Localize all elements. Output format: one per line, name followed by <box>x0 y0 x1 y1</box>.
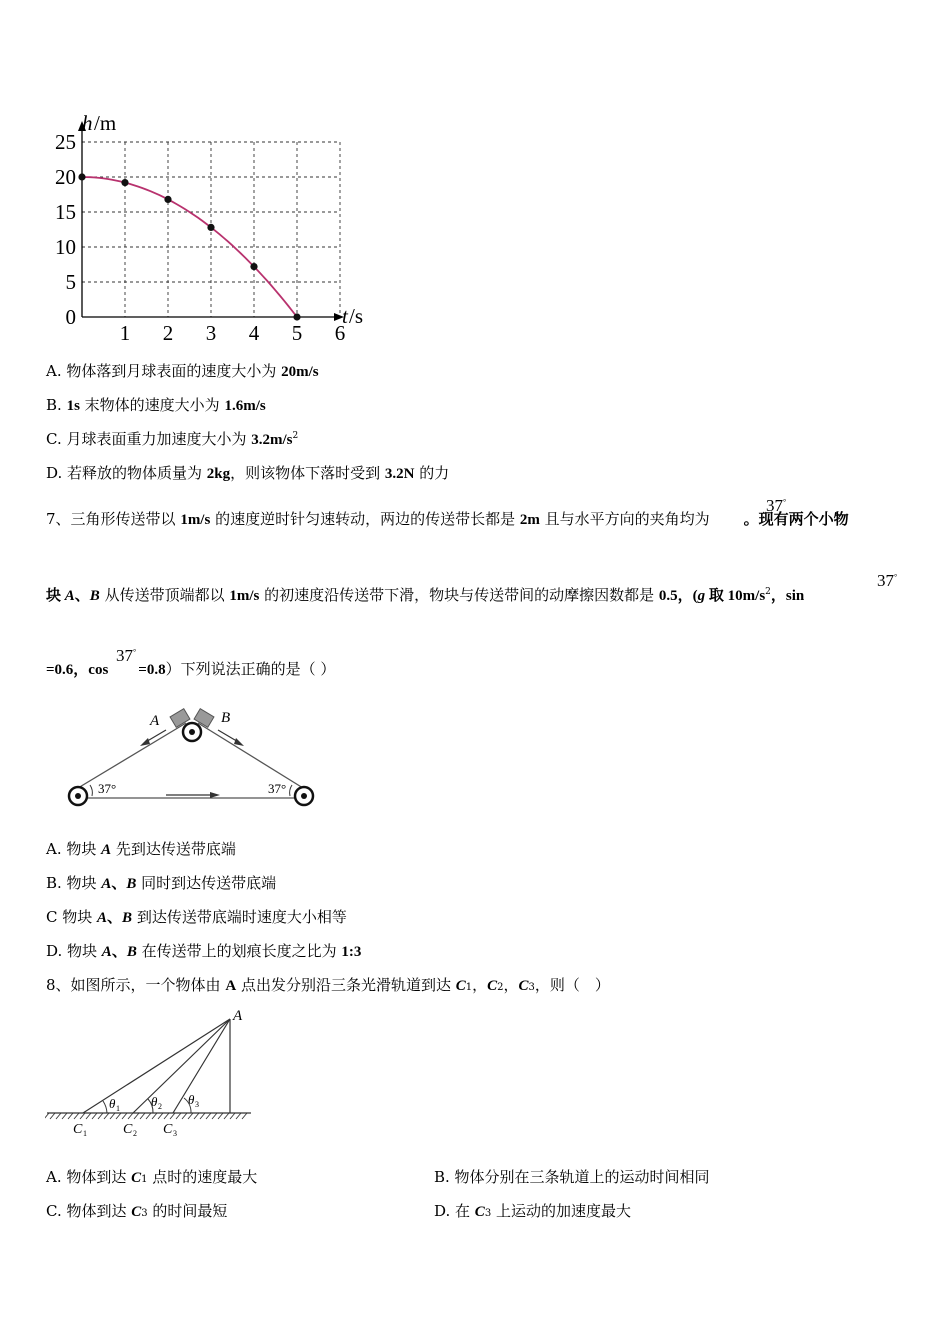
q7-speed: 1m/s <box>180 512 211 528</box>
q7-option-b <box>46 872 276 893</box>
y-tick-label: 15 <box>55 200 76 224</box>
svg-text:3: 3 <box>195 1100 199 1109</box>
q8-option-a-c: C <box>131 1170 142 1186</box>
q8-option-c-c: C <box>131 1204 142 1220</box>
hatch-mark <box>104 1113 109 1119</box>
q7-option-b-block-a: A <box>101 876 112 892</box>
q8-option-d <box>434 1200 631 1221</box>
hatch-mark <box>230 1113 235 1119</box>
point-a-label: A <box>233 1008 243 1024</box>
q7-option-b-sep: 、 <box>111 876 127 892</box>
q7-option-d-ratio: 1:3 <box>341 944 362 960</box>
q8-option-a <box>46 1166 257 1187</box>
hatch-mark <box>56 1113 61 1119</box>
q8-option-d-text: D. 在 <box>434 1202 475 1220</box>
svg-text:C: C <box>123 1122 133 1137</box>
y-tick-labels <box>55 130 76 329</box>
hatch-mark <box>80 1113 85 1119</box>
q6-option-d-text3: 的力 <box>414 464 450 482</box>
q7-stem-line1 <box>46 508 849 529</box>
q7-option-d-sep: 、 <box>111 944 127 960</box>
q6-option-b-text: 末物体的速度大小为 <box>79 396 225 414</box>
theta-2-label <box>151 1094 162 1111</box>
q7-text: ）下列说法正确的是（ ） <box>165 660 336 678</box>
x-axis-label-t: t <box>342 304 348 328</box>
q8-comma: ， <box>503 976 519 994</box>
q8-sub: 3 <box>528 982 535 993</box>
q7-block-b: B <box>89 588 100 604</box>
hatch-mark <box>218 1113 223 1119</box>
q8-option-b-text: B. 物体分别在三条轨道上的运动时间相同 <box>434 1168 710 1186</box>
q6-option-c-value: 3.2m/s <box>251 432 293 448</box>
q7-sup: 2 <box>765 587 771 597</box>
q7-option-c-block-a: A <box>97 910 108 926</box>
q7-option-b-block-b: B <box>126 876 137 892</box>
c2-label <box>123 1122 137 1138</box>
x-tick-labels <box>120 321 346 345</box>
incline-tracks-figure <box>45 1005 260 1140</box>
q6-option-d-mass: 2kg <box>206 466 231 482</box>
hatch-mark <box>116 1113 121 1119</box>
q8-comma: ， <box>472 976 488 994</box>
hatch-mark <box>134 1113 139 1119</box>
q7-angle-3: 37° <box>116 646 137 665</box>
q6-option-a <box>46 360 319 381</box>
x-tick-label: 1 <box>119 321 131 345</box>
q7-block-a: A <box>64 588 75 604</box>
q7-angle-1: 37° <box>766 496 787 515</box>
hatch-mark <box>86 1113 91 1119</box>
q8-text: 8、如图所示，一个物体由 <box>46 976 226 994</box>
y-axis-label-h: h <box>82 111 93 135</box>
q8-option-c-text2: 的时间最短 <box>147 1202 228 1220</box>
q8-sub: 1 <box>465 982 473 993</box>
height-time-graph <box>40 105 380 350</box>
y-tick-label: 10 <box>55 235 76 259</box>
angle-right: 37° <box>268 781 287 796</box>
q7-option-c <box>46 906 347 927</box>
q6-option-b-prefix: B. <box>46 396 67 414</box>
hatch-mark <box>98 1113 103 1119</box>
ground-hatching <box>45 1113 247 1119</box>
q6-option-d-force: 3.2N <box>384 466 415 482</box>
x-axis-label-unit: /s <box>349 304 364 328</box>
x-tick-label: 4 <box>248 321 260 345</box>
hatch-mark <box>194 1113 199 1119</box>
hatch-mark <box>152 1113 157 1119</box>
svg-text:θ: θ <box>151 1094 158 1109</box>
y-tick-label: 20 <box>55 165 76 189</box>
q7-option-d-block-a: A <box>101 944 112 960</box>
hatch-mark <box>74 1113 79 1119</box>
q8-point-a: A <box>225 978 237 994</box>
pulley-right <box>295 787 313 805</box>
x-tick-label: 5 <box>291 321 303 345</box>
x-tick-label: 2 <box>162 321 174 345</box>
data-point <box>293 313 300 320</box>
theta-1-label <box>109 1096 120 1113</box>
q8-option-c-sub: 3 <box>141 1208 148 1219</box>
q8-option-d-sub: 3 <box>484 1208 492 1219</box>
hatch-mark <box>50 1113 55 1119</box>
q7-option-c-text2: 到达传送带底端时速度大小相等 <box>132 908 347 926</box>
hatch-mark <box>242 1113 247 1119</box>
q7-text: 块 <box>46 588 65 604</box>
q6-option-b-time: 1s <box>66 398 80 414</box>
hatch-mark <box>182 1113 187 1119</box>
y-tick-label: 5 <box>65 270 76 294</box>
svg-text:θ: θ <box>188 1092 195 1107</box>
hatch-mark <box>92 1113 97 1119</box>
hatch-mark <box>212 1113 217 1119</box>
q7-option-d-text2: 在传送带上的划痕长度之比为 <box>136 942 342 960</box>
q7-text: 7、三角形传送带以 <box>46 510 181 528</box>
q6-option-c <box>46 428 298 449</box>
hatch-mark <box>164 1113 169 1119</box>
data-point <box>207 224 214 231</box>
q7-g: g <box>697 588 706 604</box>
q6-option-d <box>46 462 449 483</box>
q8-c: C <box>487 978 498 994</box>
x-tick-label: 6 <box>334 321 346 345</box>
q6-option-b-value: 1.6m/s <box>224 398 266 414</box>
q6-option-c-sup: 2 <box>292 431 299 441</box>
q8-stem <box>46 974 610 995</box>
hatch-mark <box>176 1113 181 1119</box>
q7-text: 且与水平方向的夹角均为 <box>539 510 710 528</box>
pulley-left <box>69 787 87 805</box>
hatch-mark <box>146 1113 151 1119</box>
q7-option-c-text: C 物块 <box>46 908 98 926</box>
q7-option-d-block-b: B <box>126 944 137 960</box>
y-tick-label: 0 <box>65 305 76 329</box>
hatch-mark <box>128 1113 133 1119</box>
q7-text: 从传送带顶端都以 <box>99 586 230 604</box>
hatch-mark <box>200 1113 205 1119</box>
pulley-top <box>183 723 201 741</box>
data-point <box>250 263 257 270</box>
q8-option-d-text2: 上运动的加速度最大 <box>491 1202 631 1220</box>
theta-3-label <box>188 1092 199 1109</box>
q8-option-a-sub: 1 <box>141 1174 148 1185</box>
svg-text:2: 2 <box>158 1102 162 1111</box>
hatch-mark <box>122 1113 127 1119</box>
c3-label <box>163 1122 177 1138</box>
q8-sub: 2 <box>497 982 504 993</box>
hatch-mark <box>236 1113 241 1119</box>
label-b: B <box>221 710 231 726</box>
hatch-mark <box>110 1113 115 1119</box>
q7-cos-value: =0.8 <box>138 662 166 678</box>
svg-text:3: 3 <box>173 1129 177 1138</box>
hatch-mark <box>188 1113 193 1119</box>
svg-text:C: C <box>73 1122 83 1137</box>
q7-option-a-text2: 先到达传送带底端 <box>111 840 236 858</box>
q7-option-a <box>46 838 236 859</box>
q8-option-c <box>46 1200 227 1221</box>
hatch-mark <box>170 1113 175 1119</box>
svg-text:C: C <box>163 1122 173 1137</box>
q7-option-d <box>46 940 361 961</box>
svg-text:1: 1 <box>83 1129 87 1138</box>
q7-sep: 、 <box>74 588 90 604</box>
svg-text:θ: θ <box>109 1096 116 1111</box>
q8-option-a-text2: 点时的速度最大 <box>147 1168 258 1186</box>
data-point <box>78 173 85 180</box>
q7-cos: =0.6，cos <box>46 662 109 678</box>
q7-text: 取 <box>705 588 728 604</box>
q6-option-c-text: C. 月球表面重力加速度大小为 <box>46 430 252 448</box>
q7-text: 。现有两个小物 <box>743 512 849 528</box>
y-tick-label: 25 <box>55 130 76 154</box>
q7-stem-line2 <box>46 584 804 605</box>
q7-text: 的速度逆时针匀速转动，两边的传送带长都是 <box>210 510 520 528</box>
q7-option-b-text2: 同时到达传送带底端 <box>136 874 277 892</box>
data-point <box>164 196 171 203</box>
q7-text: 的初速度沿传送带下滑，物块与传送带间的动摩擦因数都是 <box>259 586 659 604</box>
q8-text: 点出发分别沿三条光滑轨道到达 <box>236 976 456 994</box>
q7-option-c-sep: 、 <box>107 910 123 926</box>
q6-option-a-value: 20m/s <box>281 364 319 380</box>
q8-text: ，则（ ） <box>534 976 610 994</box>
q6-option-a-text: A. 物体落到月球表面的速度大小为 <box>46 362 282 380</box>
c1-label <box>73 1122 87 1138</box>
x-tick-label: 3 <box>205 321 217 345</box>
q6-option-d-text2: ，则该物体下落时受到 <box>230 464 385 482</box>
hatch-mark <box>68 1113 73 1119</box>
y-axis-label-unit: /m <box>94 111 117 135</box>
q7-option-d-text: D. 物块 <box>46 942 102 960</box>
q6-option-b <box>46 394 266 415</box>
q7-sin: ，sin <box>770 588 805 604</box>
data-point <box>121 179 128 186</box>
q8-option-a-text: A. 物体到达 <box>46 1168 132 1186</box>
q7-option-b-text: B. 物块 <box>46 874 102 892</box>
q7-init-speed: 1m/s <box>229 588 260 604</box>
q7-angle-2: 37° <box>877 571 898 590</box>
q7-mu: 0.5 <box>658 588 678 604</box>
hatch-mark <box>158 1113 163 1119</box>
conveyor-belt-figure <box>58 700 328 815</box>
hatch-mark <box>45 1113 49 1119</box>
svg-text:1: 1 <box>116 1104 120 1113</box>
label-a: A <box>150 713 160 729</box>
q8-c: C <box>518 978 529 994</box>
q8-option-b <box>434 1166 710 1187</box>
svg-text:2: 2 <box>133 1129 137 1138</box>
q7-paren: ，( <box>677 588 698 604</box>
hatch-mark <box>140 1113 145 1119</box>
q7-g-value: 10m/s <box>727 588 766 604</box>
q8-option-d-c: C <box>474 1204 485 1220</box>
hatch-mark <box>62 1113 67 1119</box>
q7-option-c-block-b: B <box>122 910 133 926</box>
angle-left: 37° <box>98 781 117 796</box>
q7-length: 2m <box>519 512 540 528</box>
data-points <box>78 173 300 320</box>
hatch-mark <box>224 1113 229 1119</box>
q6-option-d-text1: D. 若释放的物体质量为 <box>46 464 207 482</box>
hatch-mark <box>206 1113 211 1119</box>
q8-option-c-text: C. 物体到达 <box>46 1202 132 1220</box>
q8-c: C <box>455 978 466 994</box>
q7-stem-line3 <box>46 658 335 679</box>
q7-option-a-text: A. 物块 <box>46 840 102 858</box>
q7-option-a-block: A <box>101 842 112 858</box>
